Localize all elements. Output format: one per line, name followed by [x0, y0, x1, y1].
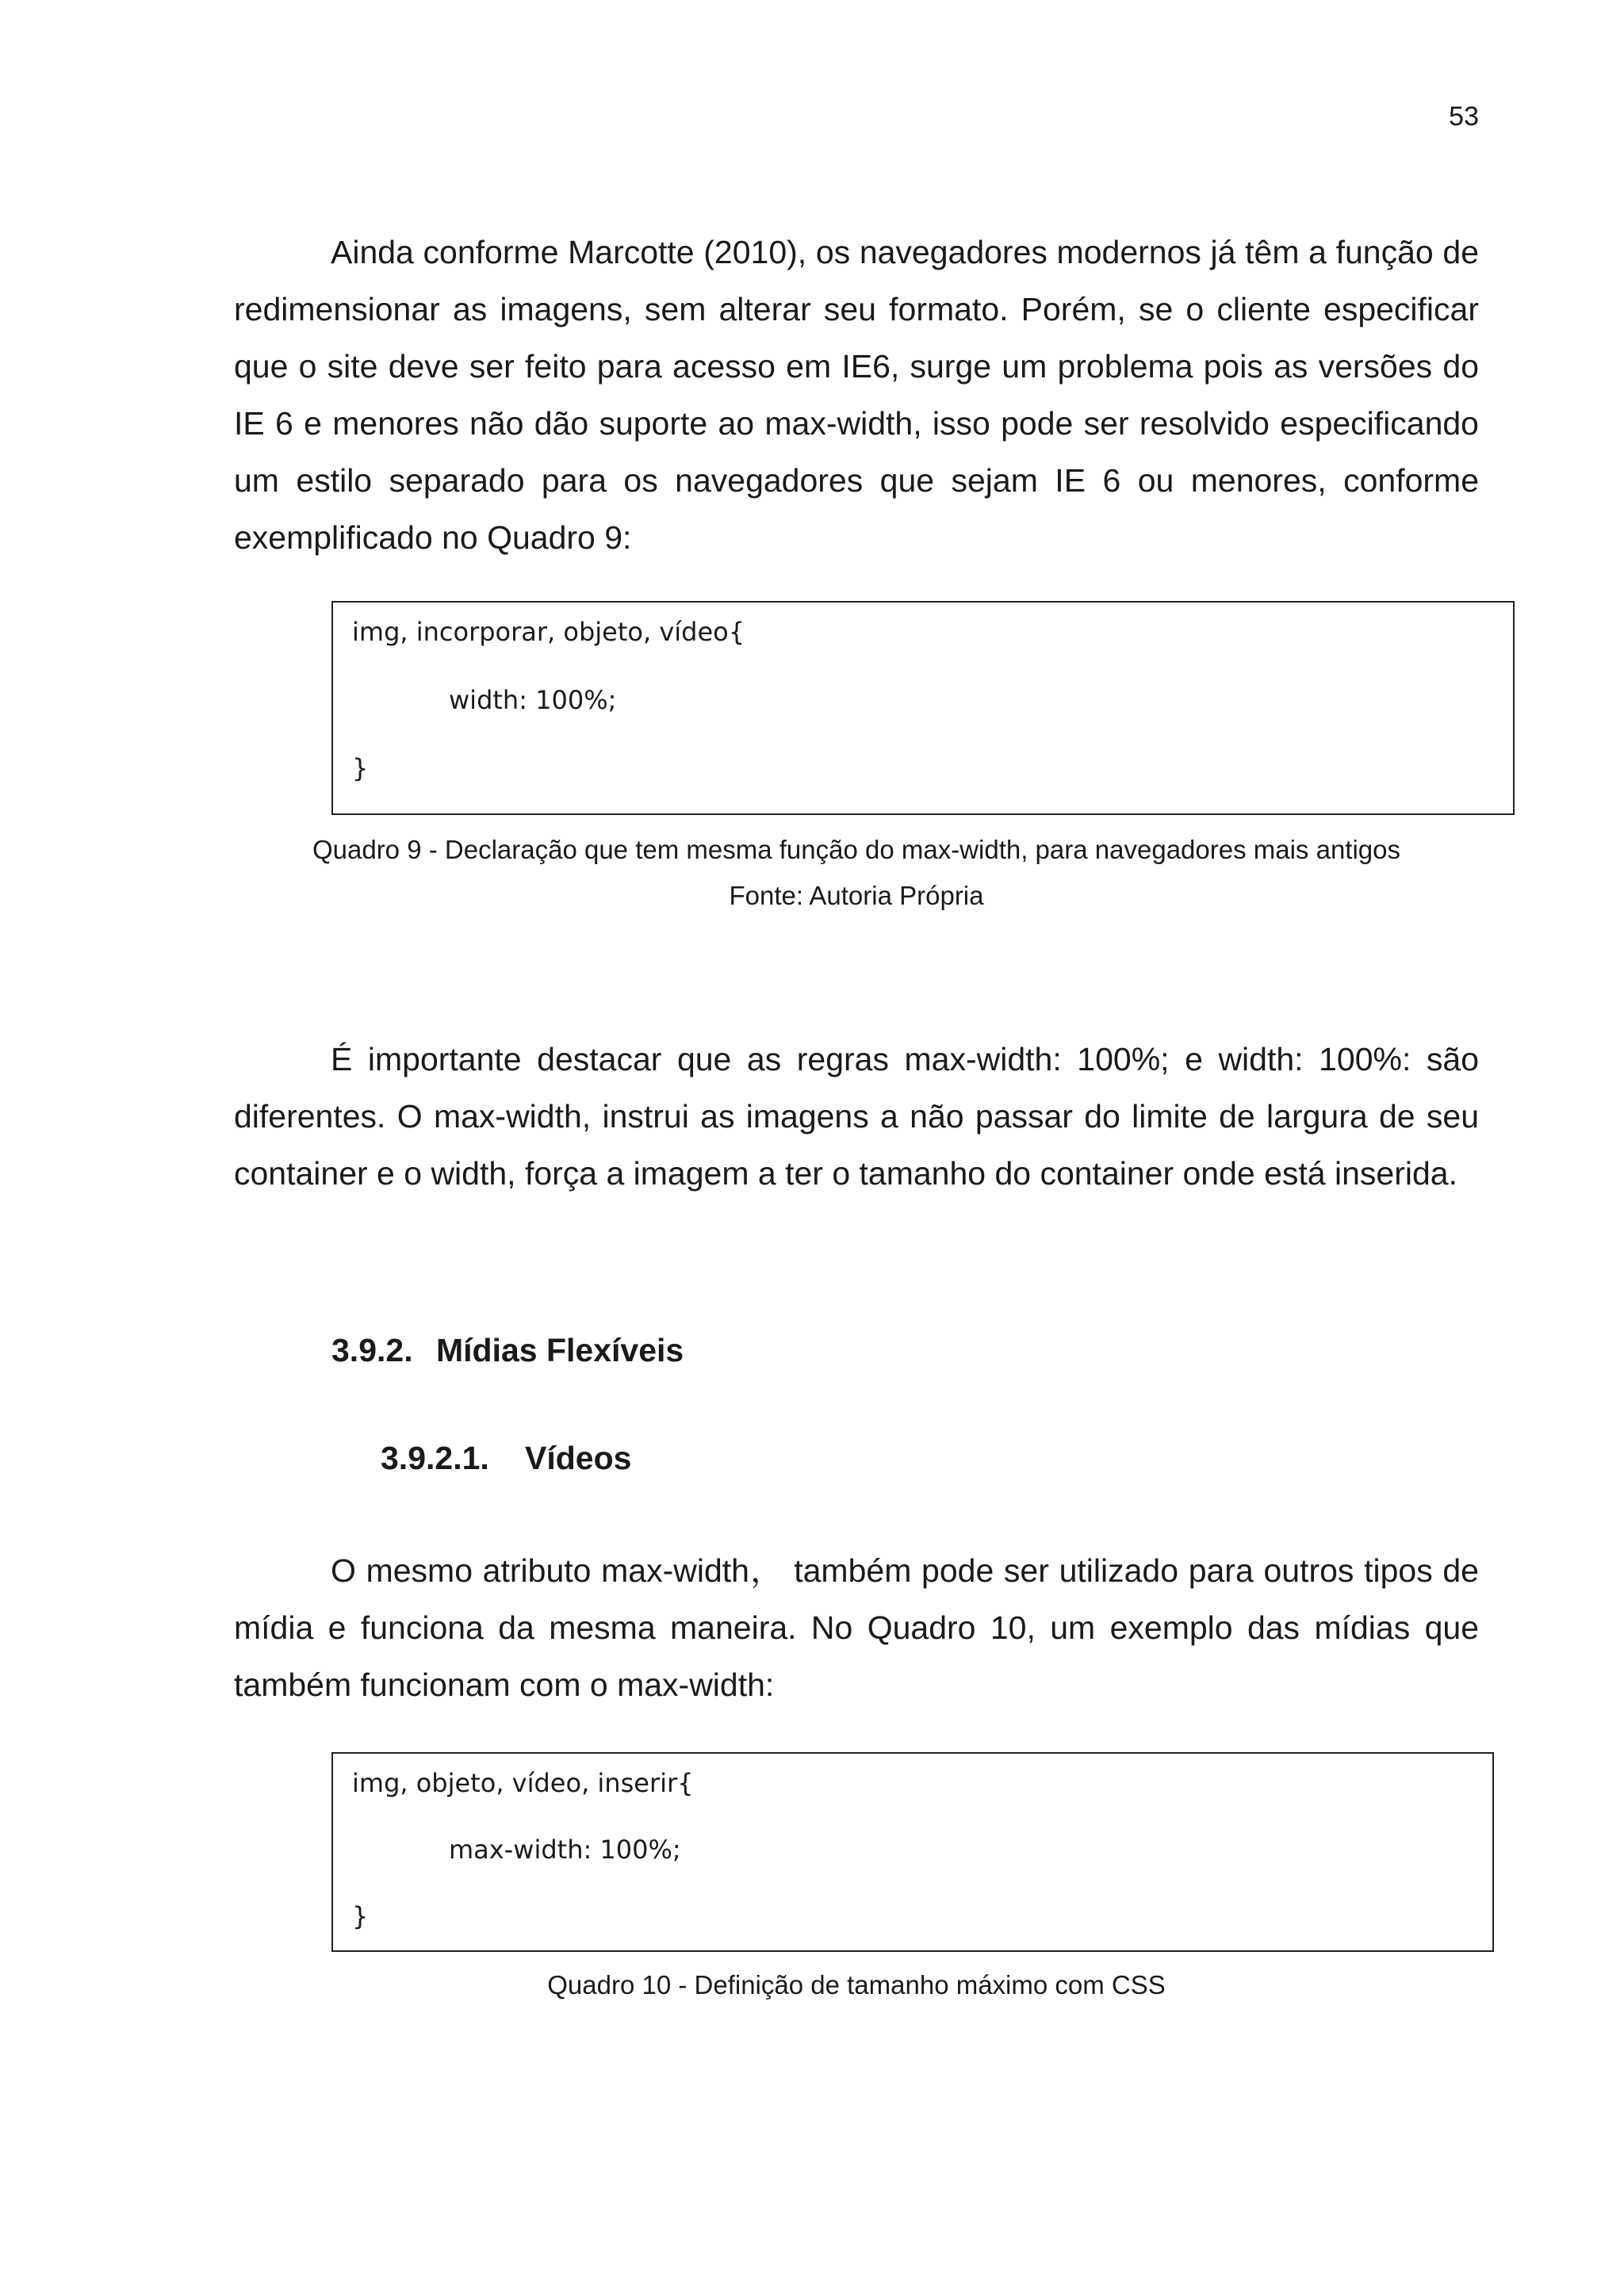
- code-line: max-width: 100%;: [449, 1835, 681, 1865]
- code-line: }: [352, 753, 369, 783]
- caption-quadro-10: Quadro 10 - Definição de tamanho máximo com CSS: [547, 1970, 1166, 1999]
- source-quadro-9: Fonte: Autoria Própria: [729, 881, 984, 910]
- paragraph-max-width: É importante destacar que as regras max-width: 100%; e width: 100%: são diferentes. O max-width, instrui as imagens a não passar do limite de largura de seu container e o width, força a imagem a ter o tamanho do container onde está inserida.: [234, 1041, 1479, 1192]
- paragraph-intro: Ainda conforme Marcotte (2010), os navegadores modernos já têm a função de redimensionar as imagens, sem alterar seu formato. Porém, se o cliente especificar que o site deve ser feito para acesso em IE6, surge um problema pois as versões do IE 6 e menores não dão suporte ao max-width, isso pode ser resolvido especificando um estilo separado para os navegadores que sejam IE 6 ou menores, conforme exemplificado no Quadro 9:: [234, 234, 1479, 556]
- section-title: Mídias Flexíveis: [436, 1332, 684, 1368]
- subsection-number: 3.9.2.1.: [381, 1440, 489, 1476]
- subsection-title: Vídeos: [525, 1440, 632, 1476]
- paragraph-media: O mesmo atributo max-width， também pode ser utilizado para outros tipos de mídia e funciona da mesma maneira. No Quadro 10, um exemplo das mídias que também funcionam com o max-width:: [234, 1552, 1479, 1703]
- code-line: }: [352, 1901, 369, 1931]
- section-number: 3.9.2.: [331, 1332, 413, 1368]
- code-line: img, objeto, vídeo, inserir{: [352, 1768, 694, 1798]
- code-block-quadro-9: [331, 601, 1515, 815]
- page-number: 53: [1449, 101, 1479, 132]
- code-block-quadro-10: [331, 1752, 1494, 1952]
- caption-quadro-9: Quadro 9 - Declaração que tem mesma função do max-width, para navegadores mais antigos: [312, 835, 1401, 864]
- subsection-heading: [381, 1440, 631, 1477]
- code-line: width: 100%;: [449, 685, 617, 715]
- section-heading: [331, 1332, 684, 1369]
- code-line: img, incorporar, objeto, vídeo{: [352, 617, 745, 647]
